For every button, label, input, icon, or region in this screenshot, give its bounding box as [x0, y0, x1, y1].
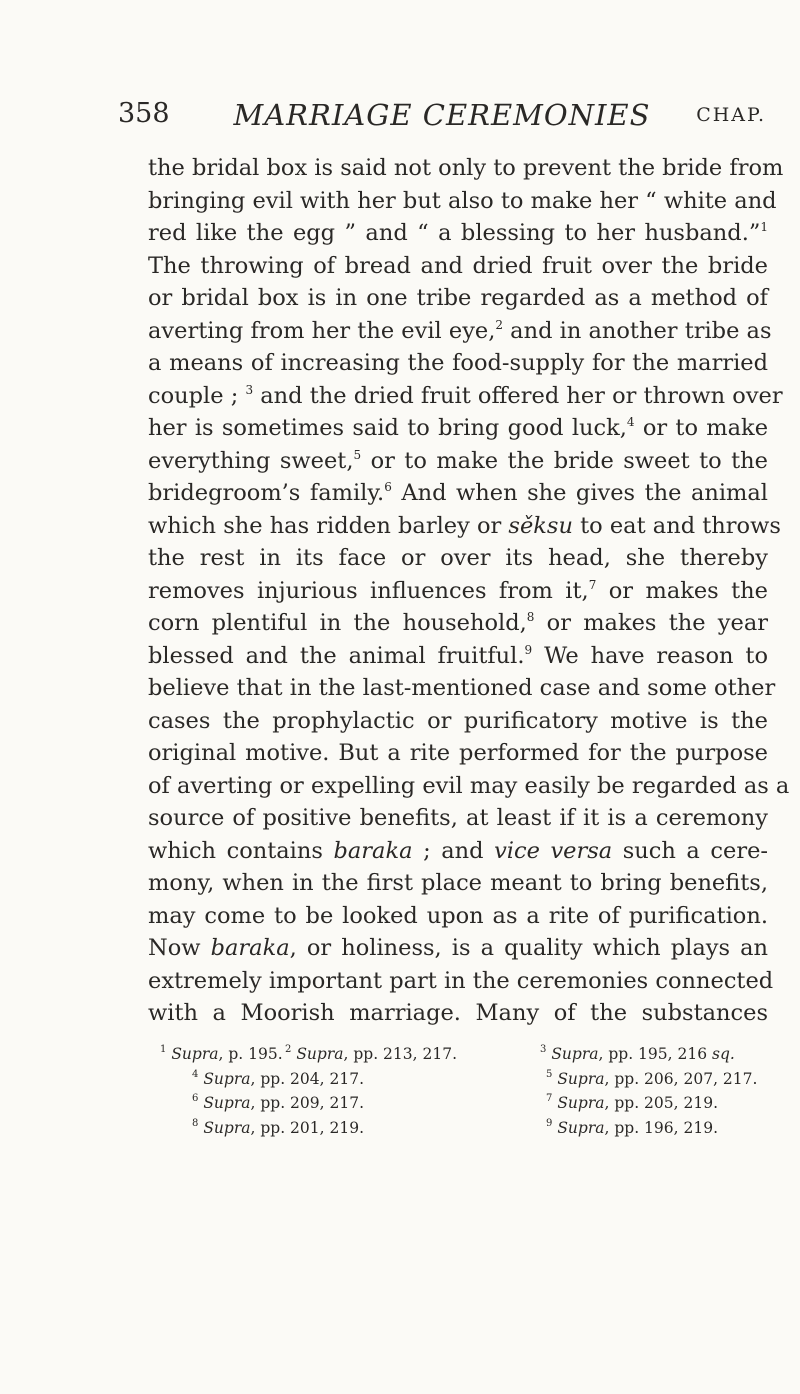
footnote-ref[interactable]: 8 — [526, 610, 535, 624]
text-line: or bridal box is in one tribe regarded as a method of — [148, 285, 768, 311]
text-line: bringing evil with her but also to make her “ white and — [148, 187, 777, 214]
footnote: $^9$ Supra, pp. 196, 219. — [546, 1117, 719, 1137]
footnote-ref[interactable]: 2 — [495, 317, 504, 332]
footnote-ref[interactable]: 4 — [626, 415, 635, 429]
text-line: cases the prophylactic or purificatory motive is the — [148, 707, 768, 734]
italic-term: baraka — [333, 837, 413, 864]
text-line: corn plentiful in the household,$^8$ or makes the year — [148, 610, 768, 636]
footnote: $^7$ Supra, pp. 205, 219. — [546, 1093, 719, 1112]
footnote-ref[interactable]: 3 — [245, 382, 254, 397]
text-line: extremely important part in the ceremonies connected — [148, 967, 774, 994]
text-line: averting from her the evil eye,$^2$ and in another tribe as — [148, 317, 772, 344]
footnote: $^3$ Supra, pp. 195, 216 sq. — [540, 1044, 735, 1063]
text-line: The throwing of bread and dried fruit over the bride — [148, 252, 768, 279]
running-header — [118, 98, 766, 142]
text-line: the rest in its face or over its head, she thereby — [148, 545, 768, 571]
italic-term: vice versa — [494, 837, 613, 864]
text-line: with a Moorish marriage. Many of the substances — [148, 1000, 768, 1026]
text-line: a means of increasing the food-supply for the married — [148, 350, 768, 376]
italic-term: sěksu — [508, 512, 573, 539]
text-line: blessed and the animal fruitful.$^9$ We have reason to — [148, 642, 768, 669]
footnote: $^6$ Supra, pp. 209, 217. — [192, 1093, 365, 1112]
text-line: bridegroom’s family.$^6$ And when she gives the animal — [148, 480, 768, 506]
text-line: original motive. But a rite performed for the purpose — [148, 740, 768, 766]
text-line: mony, when in the first place meant to bring benefits, — [148, 870, 768, 896]
text-line: couple ; $^3$ and the dried fruit offered her or thrown over — [148, 382, 783, 409]
footnote: $^4$ Supra, pp. 204, 217. — [192, 1068, 365, 1088]
text-line: red like the egg ” and “ a blessing to her husband.”$^1$ — [148, 220, 768, 246]
running-title: MARRIAGE CEREMONIES — [233, 98, 651, 132]
text-line: may come to be looked upon as a rite of purification. — [148, 902, 768, 929]
footnote: $^2$ Supra, pp. 213, 217. — [285, 1044, 458, 1063]
footnote-ref[interactable]: 9 — [524, 642, 533, 657]
footnote: $^1$ Supra, p. 195. — [160, 1044, 283, 1063]
text-line: the bridal box is said not only to prevent the bride from — [148, 155, 784, 181]
text-line: which contains baraka ; and vice versa such a cere- — [148, 837, 768, 864]
italic-term: baraka — [210, 935, 290, 961]
footnote-ref[interactable]: 7 — [588, 577, 597, 592]
footnote-ref[interactable]: 6 — [384, 480, 392, 494]
footnote: $^8$ Supra, pp. 201, 219. — [192, 1117, 365, 1137]
text-line: everything sweet,$^5$ or to make the bride sweet to the — [148, 447, 768, 474]
text-line: removes injurious influences from it,$^7$ or makes the — [148, 577, 768, 604]
text-line: which she has ridden barley or sěksu to eat and throws — [148, 512, 781, 539]
text-line: Now baraka, or holiness, is a quality which plays an — [148, 935, 768, 961]
footnote: $^5$ Supra, pp. 206, 207, 217. — [546, 1068, 758, 1088]
body-paragraph — [148, 152, 790, 1030]
page-number: 358 — [118, 98, 170, 129]
text-line: her is sometimes said to bring good luck,$^4$ or to make — [148, 415, 769, 441]
chapter-label: CHAP. — [696, 104, 766, 126]
text-line: of averting or expelling evil may easily be regarded as a — [148, 772, 790, 799]
footnotes — [160, 1042, 770, 1140]
text-line: believe that in the last-mentioned case and some other — [148, 675, 776, 701]
text-line: source of positive benefits, at least if it is a ceremony — [148, 805, 768, 831]
footnote-ref[interactable]: 1 — [760, 220, 768, 234]
footnote-ref[interactable]: 5 — [353, 447, 362, 462]
